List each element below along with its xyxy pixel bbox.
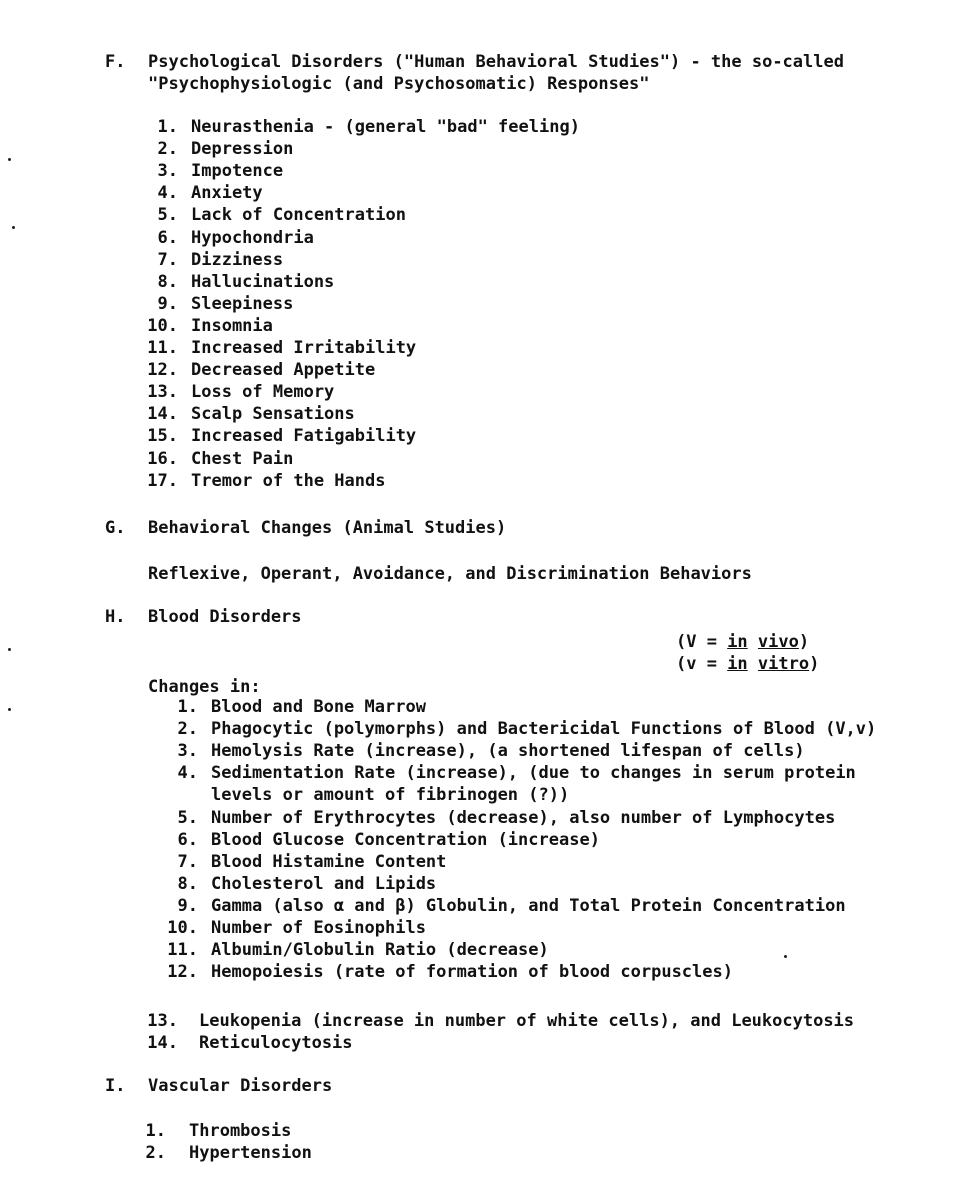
list-item-text: Sleepiness	[191, 293, 294, 314]
section-title: Psychological Disorders ("Human Behavioral Studies") - the so-called	[148, 52, 844, 72]
list-item-text: Loss of Memory	[191, 382, 335, 403]
legend-underlined-word: in	[727, 654, 748, 674]
list-number: 4.	[157, 183, 178, 204]
list-number: 1.	[177, 697, 198, 717]
list-item-text: Increased Fatigability	[191, 426, 417, 447]
section-letter: F.	[105, 52, 126, 72]
list-item-text: Reticulocytosis	[199, 1033, 353, 1053]
list-number: 6.	[177, 829, 198, 850]
list-item-text: levels or amount of fibrinogen (?))	[211, 785, 570, 806]
list-number: 10.	[167, 918, 198, 938]
list-item-text: Gamma (also α and β) Globulin, and Total Protein Concentration	[211, 895, 846, 916]
legend-underlined-word: vitro	[757, 654, 810, 674]
list-item-text: Decreased Appetite	[191, 360, 376, 381]
list-item-text: Hypertension	[189, 1143, 312, 1163]
legend-in-vivo	[676, 631, 809, 653]
list-number: 9.	[177, 895, 198, 916]
list-number: 12.	[147, 360, 178, 381]
list-number: 10.	[147, 315, 178, 336]
list-item-text: Dizziness	[191, 249, 284, 270]
legend-text: )	[809, 654, 820, 674]
list-item-text: Anxiety	[191, 183, 263, 204]
list-number: 5.	[177, 807, 198, 828]
list-item-text: Neurasthenia - (general "bad" feeling)	[191, 117, 580, 137]
section-letter: H.	[105, 607, 126, 627]
changes-label: Changes in:	[148, 677, 261, 697]
margin-speck	[784, 955, 787, 958]
list-number: 1.	[145, 1121, 166, 1141]
list-item-text: Insomnia	[191, 315, 273, 336]
legend-in-vitro	[676, 653, 819, 675]
section-letter: I.	[105, 1076, 126, 1096]
list-number: 6.	[157, 227, 178, 248]
section-title-line2: "Psychophysiologic (and Psychosomatic) Responses"	[148, 74, 650, 94]
list-number: 8.	[157, 271, 178, 292]
list-item-text: Sedimentation Rate (increase), (due to changes in serum protein	[211, 763, 856, 784]
list-number: 14.	[147, 404, 178, 425]
list-number: 2.	[177, 719, 198, 740]
list-number: 7.	[177, 851, 198, 872]
list-number: 12.	[167, 962, 198, 983]
list-number: 2.	[145, 1143, 166, 1163]
section-body: Reflexive, Operant, Avoidance, and Discrimination Behaviors	[148, 564, 752, 584]
list-number: 13.	[147, 382, 178, 403]
list-item-text: Phagocytic (polymorphs) and Bactericidal Functions of Blood (V,v)	[211, 719, 877, 740]
list-number: 16.	[147, 448, 178, 469]
list-number: 8.	[177, 873, 198, 894]
list-number: 7.	[157, 249, 178, 270]
list-number: 14.	[147, 1033, 178, 1053]
section-title: Vascular Disorders	[148, 1076, 333, 1096]
list-item-text: Blood Glucose Concentration (increase)	[211, 829, 600, 850]
section-title: Blood Disorders	[148, 607, 302, 627]
section-title: Behavioral Changes (Animal Studies)	[148, 518, 507, 538]
list-item-text: Chest Pain	[191, 448, 294, 469]
list-item-text: Hemolysis Rate (increase), (a shortened lifespan of cells)	[211, 741, 805, 762]
list-item-text: Lack of Concentration	[191, 205, 406, 226]
legend-underlined-word: in	[727, 632, 748, 652]
list-number: 3.	[177, 741, 198, 762]
section-letter: G.	[105, 518, 126, 538]
list-number: 11.	[147, 338, 178, 358]
legend-underlined-word: vivo	[757, 632, 799, 652]
list-number: 5.	[157, 205, 178, 226]
margin-speck	[8, 708, 11, 711]
list-number: 2.	[157, 139, 178, 160]
list-number: 1.	[157, 117, 178, 137]
list-number: 17.	[147, 470, 178, 491]
list-item-text: Leukopenia (increase in number of white cells), and Leukocytosis	[199, 1011, 855, 1031]
margin-speck	[8, 158, 11, 161]
list-item-text: Depression	[191, 139, 294, 160]
list-item-text: Cholesterol and Lipids	[211, 873, 437, 894]
margin-speck	[12, 226, 15, 229]
list-item-text: Tremor of the Hands	[191, 470, 386, 491]
list-number: 11.	[167, 940, 198, 961]
legend-text: (v =	[676, 654, 728, 674]
list-item-text: Thrombosis	[189, 1121, 292, 1141]
list-item-text: Hallucinations	[191, 271, 335, 292]
list-number: 3.	[157, 161, 178, 182]
list-number: 4.	[177, 763, 198, 784]
list-item-text: Number of Erythrocytes (decrease), also number of Lymphocytes	[211, 807, 836, 828]
list-item-text: Blood and Bone Marrow	[211, 697, 426, 717]
list-item-text: Increased Irritability	[191, 338, 417, 358]
list-number: 9.	[157, 293, 178, 314]
margin-speck	[8, 648, 11, 651]
list-item-text: Hemopoiesis (rate of formation of blood corpuscles)	[211, 962, 733, 983]
list-number: 15.	[147, 426, 178, 447]
legend-text: (V =	[676, 632, 728, 652]
list-item-text: Scalp Sensations	[191, 404, 355, 425]
list-item-text: Number of Eosinophils	[211, 918, 426, 938]
list-item-text: Blood Histamine Content	[211, 851, 447, 872]
list-number: 13.	[147, 1011, 178, 1031]
list-item-text: Impotence	[191, 161, 284, 182]
legend-text: )	[798, 632, 810, 652]
list-item-text: Albumin/Globulin Ratio (decrease)	[211, 940, 549, 961]
list-item-text: Hypochondria	[191, 227, 314, 248]
